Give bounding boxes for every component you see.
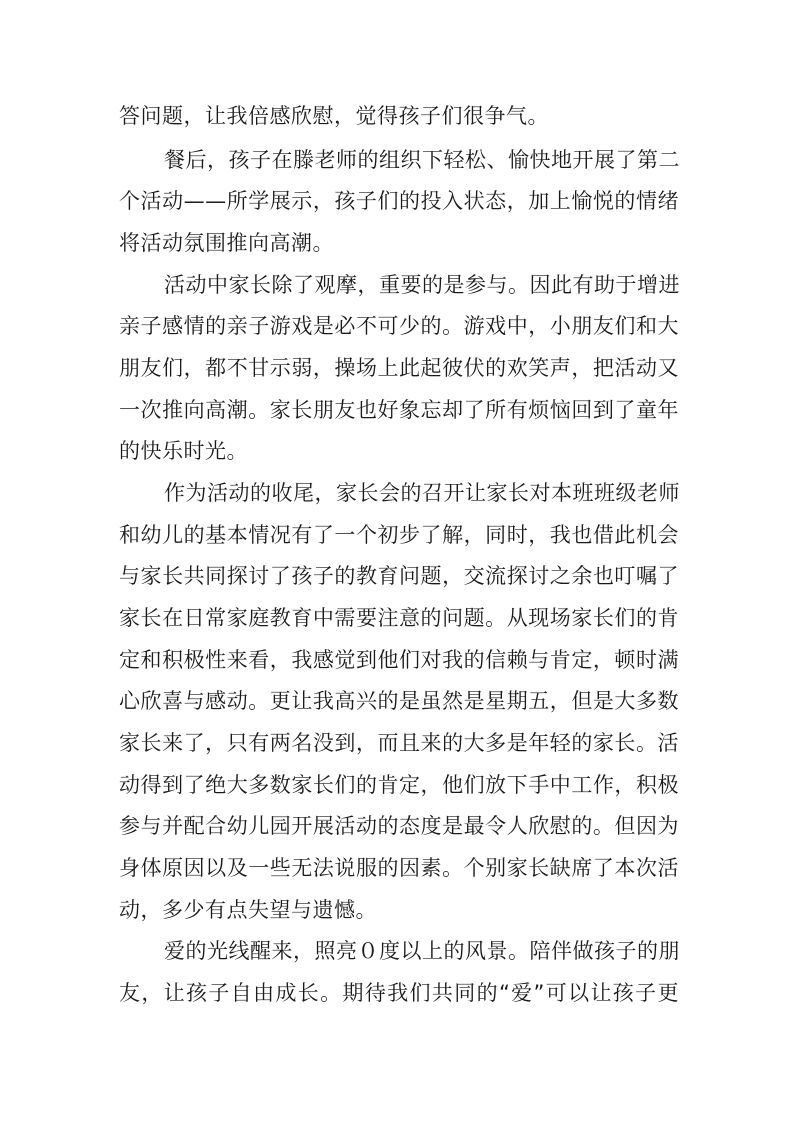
text-line: 作为活动的收尾，家长会的召开让家长对本班班级老师 bbox=[164, 481, 680, 505]
text-line: 身体原因以及一些无法说服的因素。个别家长缺席了本次活 bbox=[119, 856, 679, 880]
text-line: 定和积极性来看，我感觉到他们对我的信赖与肯定，顿时满 bbox=[119, 648, 679, 672]
text-line: 参与并配合幼儿园开展活动的态度是最令人欣慰的。但因为 bbox=[119, 814, 679, 838]
text-line: 一次推向高潮。家长朋友也好象忘却了所有烦恼回到了童年 bbox=[119, 398, 679, 422]
text-line: 动，多少有点失望与遗憾。 bbox=[119, 898, 377, 922]
text-line: 家长在日常家庭教育中需要注意的问题。从现场家长们的肯 bbox=[119, 606, 679, 630]
text-line: 答问题，让我倍感欣慰，觉得孩子们很争气。 bbox=[119, 104, 549, 128]
text-line: 与家长共同探讨了孩子的教育问题，交流探讨之余也叮嘱了 bbox=[119, 564, 679, 588]
text-line: 亲子感情的亲子游戏是必不可少的。游戏中，小朋友们和大 bbox=[119, 314, 679, 338]
text-line: 将活动氛围推向高潮。 bbox=[119, 231, 334, 255]
text-line: 动得到了绝大多数家长们的肯定，他们放下手中工作，积极 bbox=[119, 773, 679, 797]
text-line: 个活动——所学展示，孩子们的投入状态，加上愉悦的情绪 bbox=[119, 189, 679, 213]
text-line: 朋友们，都不甘示弱，操场上此起彼伏的欢笑声，把活动又 bbox=[119, 356, 679, 380]
text-line: 活动中家长除了观摩，重要的是参与。因此有助于增进 bbox=[164, 273, 680, 297]
text-line: 心欣喜与感动。更让我高兴的是虽然是星期五，但是大多数 bbox=[119, 689, 679, 713]
text-line: 家长来了，只有两名没到，而且来的大多是年轻的家长。活 bbox=[119, 731, 679, 755]
text-line: 和幼儿的基本情况有了一个初步了解，同时，我也借此机会 bbox=[119, 523, 679, 547]
text-line: 爱的光线醒来，照亮０度以上的风景。陪伴做孩子的朋 bbox=[164, 939, 680, 963]
text-line: 的快乐时光。 bbox=[119, 439, 248, 463]
text-line: 友，让孩子自由成长。期待我们共同的“爱”可以让孩子更 bbox=[119, 981, 679, 1005]
text-line: 餐后，孩子在滕老师的组织下轻松、愉快地开展了第二 bbox=[164, 148, 680, 172]
